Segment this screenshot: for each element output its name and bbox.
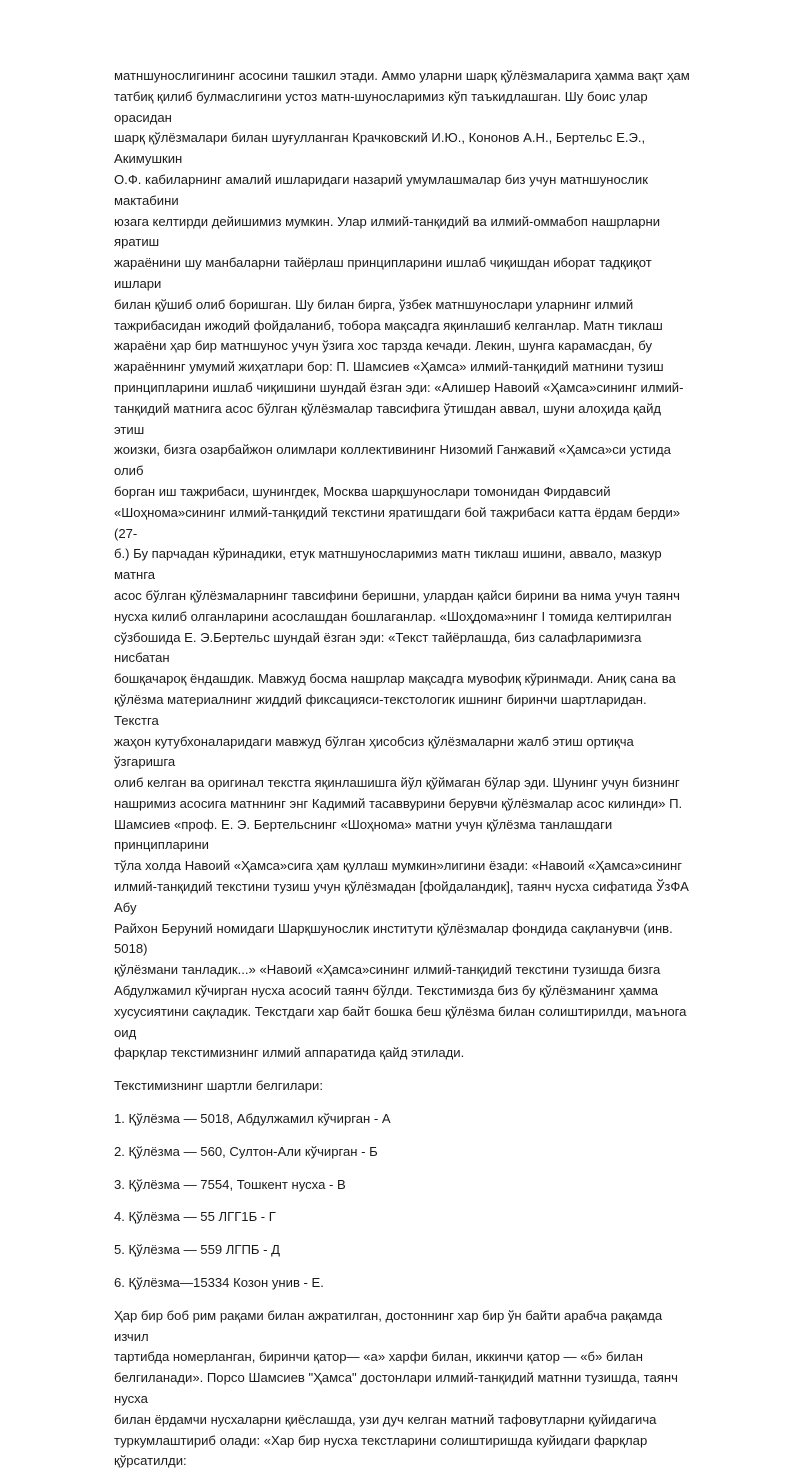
conventions-heading: Текстимизнинг шартли белгилари: bbox=[114, 1078, 323, 1094]
list-item: 3. Қўлёзма — 7554, Тошкент нусха - В bbox=[114, 1176, 346, 1192]
list-item: 4. Қўлёзма — 55 ЛГГ1Б - Г bbox=[114, 1209, 276, 1225]
closing-paragraph: Ҳар бир боб рим рақами билан ажратилган, достоннинг хар бир ўн байти арабча рақамда изчил тартибда номерланган, биринчи қатор— «а» харфи билан, иккинчи қатор — «б» билан белгиланади». Порсо Шамсиев "Ҳамса" достонлари илмий-танқидий матнни тузишда, таянч нусха билан ёрдамчи нусхаларни қиёслашда, узи дуч келган матний тафовутларни қуйидагича туркумлаштириб олади: «Хар бир нусха текстларини солиштиришда куйидаги фарқлар қўрсатилди: bbox=[114, 1307, 678, 1469]
list-item: 1. Қўлёзма — 5018, Абдулжамил кўчирган - А bbox=[114, 1111, 391, 1127]
document-page bbox=[114, 66, 692, 1472]
list-item: 6. Қўлёзма—15334 Козон унив - Е. bbox=[114, 1275, 324, 1291]
list-item: 5. Қўлёзма — 559 ЛГПБ - Д bbox=[114, 1242, 280, 1258]
body-paragraph: матншунослигининг асосини ташкил этади. Аммо уларни шарқ қўлёзмаларига ҳамма вақт ҳам татбиқ қилиб булмаслигини устоз матн-шуносларимиз кўп таъкидлашган. Шу боис улар орасидан шарқ қўлёзмалари билан шуғулланган Крачковский И.Ю., Кононов А.Н., Бертельс Е.Э., Акимушкин О.Ф. кабиларнинг амалий ишларидаги назарий умумлашмалар биз учун матншунослик мактабини юзага келтирди дейишимиз мумкин. Улар илмий-танқидий ва илмий-оммабоп нашрларни яратиш жараёнини шу манбаларни тайёрлаш принципларини ишлаб чиқишдан иборат тадқиқот ишлари билан қўшиб олиб боришган. Шу билан бирга, ўзбек матншунослари уларнинг илмий тажрибасидан ижодий фойдаланиб, тобора мақсадга яқинлашиб келганлар. Матн тиклаш жараёни ҳар бир матншунос учун ўзига хос тарзда кечади. Лекин, шунга карамасдан, бу жараённинг умумий жиҳатлари бор: П. Шамсиев «Ҳамса» илмий-танқидий матнини тузиш принципларини ишлаб чиқишини шундай ёзган эди: «Алишер Навоий «Ҳамса»сининг илмий- танқидий матнига асос бўлган қўлёзмалар тавсифига ўтишдан аввал, шуни алоҳида қайд этиш жоизки, бизга озарбайжон олимлари коллективининг Низомий Ганжавий «Ҳамса»си устида олиб борган иш тажрибаси, шунингдек, Москва шарқшунослари томонидан Фирдавсий «Шоҳнома»сининг илмий-танқидий текстини яратишдаги бой тажрибаси катта ёрдам берди» (27- б.) Бу парчадан кўринадики, етук матншуносларимиз матн тиклаш ишини, аввало, мазкур матнга асос бўлган қўлёзмаларнинг тавсифини беришни, улардан қайси бирини ва нима учун таянч нусха килиб олганларини асослашдан бошлаганлар. «Шоҳдома»нинг I томида келтирилган сўзбошида Е. Э.Бертельс шундай ёзган эди: «Текст тайёрлашда, биз салафларимизга нисбатан бошқачароқ ёндашдик. Мавжуд босма нашрлар мақсадга мувофиқ кўринмади. Аниқ сана ва қўлёзма материалнинг жиддий фиксацияси-текстологик ишнинг биринчи шартларидан. Текстга жаҳон кутубхоналаридаги мавжуд бўлган ҳисобсиз қўлёзмаларни жалб этиш ортиқча ўзгаришга олиб келган ва оригинал текстга яқинлашишга йўл қўймаган бўлар эди. Шунинг учун бизнинг нашримиз асосига матннинг энг Кадимий тасаввурини берувчи қўлёзмалар асос килинди» П. Шамсиев «проф. Е. Э. Бертельснинг «Шоҳнома» матни учун қўлёзма танлашдаги принципларини тўла холда Навоий «Ҳамса»сига ҳам қуллаш мумкин»лигини ёзади: «Навоий «Ҳамса»сининг илмий-танқидий текстини тузиш учун қўлёзмадан [фойдаландик], таянч нусха сифатида ЎзФА Абу Райхон Беруний номидаги Шарқшунослик институти қўлёзмалар фондида сақланувчи (инв. 5018) қўлёзмани танладик...» «Навоий «Ҳамса»сининг илмий-танқидий текстини тузишда бизга Абдулжамил кўчирган нусха асосий таянч бўлди. Текстимизда биз бу қўлёзманинг ҳамма хусусиятини сақладик. Текстдаги хар байт бошка беш қўлёзма билан солиштирилди, маънога оид фарқлар текстимизнинг илмий аппаратида қайд этилади. bbox=[114, 68, 690, 1061]
manuscript-list bbox=[114, 1109, 692, 1294]
list-item: 2. Қўлёзма — 560, Султон-Али кўчирган - Б bbox=[114, 1143, 378, 1159]
